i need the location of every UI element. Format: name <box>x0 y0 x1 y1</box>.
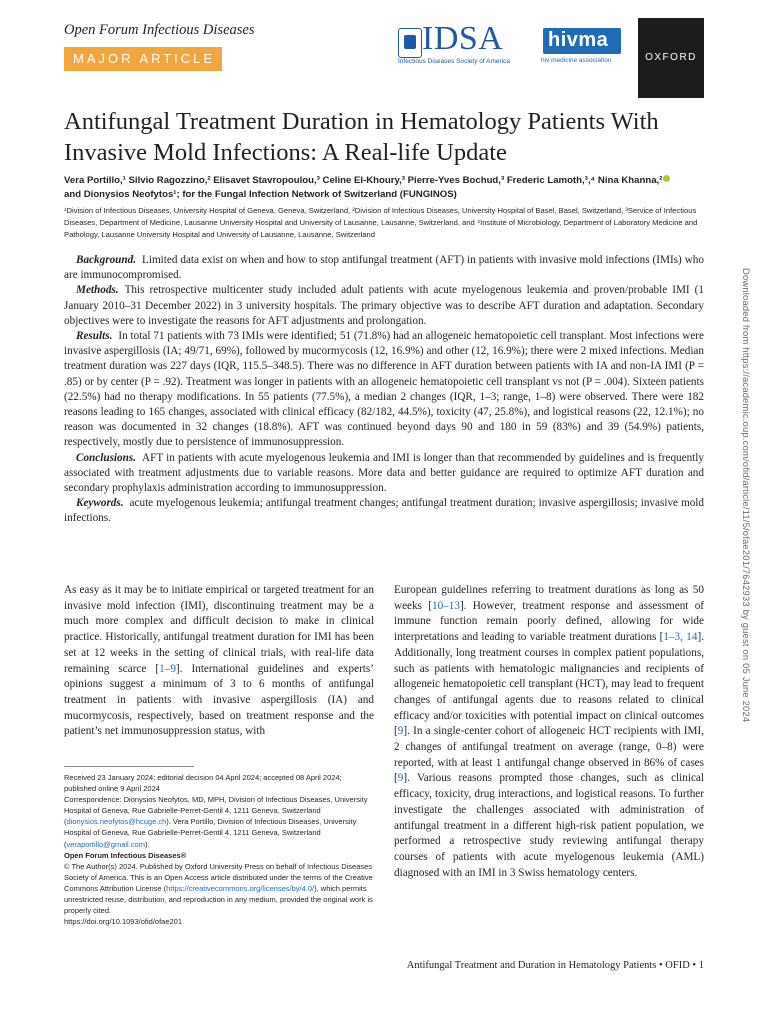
license-text: © The Author(s) 2024. Published by Oxford University Press on behalf of Infectious Diseases Society of America. This is an Open Access article distributed under the terms of the Creative Commons Attribution License (https://creativecommons.org/licenses/by/4.0/), which permits unrestricted reuse, distribution, and reproduction in any medium, provided the original work is properly cited. <box>64 861 373 916</box>
download-watermark-text: Downloaded from https://academic.oup.com/ofid/article/11/5/ofae201/7642933 by guest on 05 June 2024 <box>741 268 752 723</box>
author-line-2: and Dionysios Neofytos¹; for the Fungal Infection Network of Switzerland (FUNGINOS) <box>64 189 457 200</box>
idsa-logo-text: IDSA <box>422 20 504 57</box>
correspondence: Correspondence: Dionysios Neofytos, MD, MPH, Division of Infectious Diseases, University Hospital of Geneva, Rue Gabrielle-Perret-Gentil 4, 1211 Geneva, Switzerland (dionysios.neofytos@hcuge.ch). Vera Portillo, Division of Infectious Diseases, University Hospital of Geneva, Rue Gabrielle-Perret-Gentil 4, 1211 Geneva, Switzerland (veraportillo@gmail.com). <box>64 795 368 849</box>
running-footer: Antifungal Treatment and Duration in Hematology Patients • OFID • 1 <box>406 960 704 971</box>
email-link[interactable]: veraportillo@gmail.com <box>66 839 145 849</box>
body-column-right <box>394 583 704 881</box>
body-paragraph: European guidelines referring to treatment durations as long as 50 weeks [10–13]. However, treatment response and assessment of immune function remain poorly defined, allowing for wide interpretations and leading to variable treatment durations [1–3, 14]. Additionally, long treatment courses in complex patient populations, such as patients with hematologic malignancies and recipients of allogeneic hematopoietic cell transplant (HCT), may lead to frequent changes of antifungal agents due to reasons related to clinical efficacy and/or toxicities with potential impact on clinical outcomes [9]. In a single-center cohort of allogeneic HCT recipients with IMI, 2 changes of antifungal treatment on average (range, 0–8) were reported, with at least 1 antifungal change observed in 86% of cases [9]. Various reasons prompted those changes, such as clinical efficacy, toxicity, drug interactions, and logistical reasons. To further investigate the challenges associated with administration of antifungal treatment in a different high-risk patient population, we performed a retrospective study reviewing antifungal therapy courses of patients with acute myelogenous leukemia (AML) diagnosed with an IMI in 3 Swiss hematology centers. <box>394 584 705 879</box>
author-line-1: Vera Portillo,¹ Silvio Ragozzino,² Elisavet Stavropoulou,³ Celine El-Khoury,³ Pierre-Yves Bochud,³ Frederic Lamoth,³,⁴ Nina Khanna,² <box>64 174 704 188</box>
footnotes <box>64 772 374 927</box>
citation-link[interactable]: 1–9 <box>159 662 176 675</box>
citation-link[interactable]: 10–13 <box>431 599 460 612</box>
hivma-logo-text: hivma <box>548 29 609 51</box>
body-paragraph: As easy as it may be to initiate empirical or targeted treatment for an invasive mold infection (IMI), discontinuing treatment may be a much more complex and difficult decision to make in clinical practice. Historically, antifungal treatment duration for IMI has been set at 12 weeks in the setting of clinical trials, with real-life data remaining scarce [1–9]. International guidelines and experts’ opinions suggest a minimum of 3 to 6 months of antifungal treatment in patients with invasive aspergillosis (IA) and mucormycosis, respectively, based on treatment response and the patient’s net immunosuppression status, with <box>64 584 374 738</box>
abstract-results: Results. In total 71 patients with 73 IMIs were identified; 51 (71.8%) had an allogeneic hematopoietic cell transplant. Most infections were invasive aspergillosis (IA; 49/71, 69%), followed by mucormycosis (12, 16.9%) and other (12, 16.9%); there were 2 mixed infections. Median treatment duration was 227 days (IQR, 115.5–348.5). There was no difference in AFT duration between patients with IA and non-IA IMI (P = .85) or by center (P = .92). Treatment was longer in patients with an allogeneic hematopoietic cell transplant vs not (P = .004). Sixteen patients (22.5%) had no therapy modifications. In 55 patients (77.5%), a median 2 changes (IQR, 1–3; range, 1–8) were observed. There were 182 reasons leading to 165 changes, associated with clinical efficacy (82/182, 44.5%), toxicity (47, 25.8%), and logistical reasons (22, 12.1%); no reason was documented in 32 changes (18.8%). AFT was continued beyond days 90 and 180 in 59 (83%) and 39 (54.9%) patients, respectively, mostly due to persistence of immunosuppression. <box>64 330 704 449</box>
citation-link[interactable]: 1–3, 14 <box>663 631 698 644</box>
footnote-divider <box>64 766 194 767</box>
article-title: Antifungal Treatment Duration in Hematology Patients With Invasive Mold Infections: A Real-life Update <box>64 108 659 166</box>
journal-name: Open Forum Infectious Diseases <box>64 22 255 38</box>
abstract-methods: Methods. This retrospective multicenter study included adult patients with acute myelogenous leukemia and proven/probable IMI (1 January 2010–31 December 2022) in 3 university hospitals. The primary objective was to describe AFT duration and adaptation. Secondary objectives were to investigate the reasons for AFT adjustments and prolongation. <box>64 284 704 327</box>
citation-link[interactable]: 9 <box>397 772 404 785</box>
email-link[interactable]: dionysios.neofytos@hcuge.ch <box>66 817 167 827</box>
affiliations: ¹Division of Infectious Diseases, University Hospital of Geneva, Geneva, Switzerland, ²Division of Infectious Diseases, University Hospital of Basel, Basel, Switzerland, ³Service of Infectious Diseases, Department of Medicine, Lausanne University Hospital and University of Lausanne, Lausanne, Switzerland, and ⁴Institute of Microbiology, Department of Laboratory Medicine and Pathology, Lausanne University Hospital and University of Lausanne, Lausanne, Switzerland <box>64 206 698 239</box>
idsa-seal-icon <box>398 28 422 58</box>
orcid-icon[interactable] <box>663 175 670 182</box>
author-list <box>64 174 704 202</box>
hivma-logo-subtitle: hiv medicine association <box>541 57 612 64</box>
doi-link[interactable]: https://doi.org/10.1093/ofid/ofae201 <box>64 917 183 927</box>
citation-link[interactable]: 9 <box>397 725 404 738</box>
download-watermark <box>742 268 754 768</box>
body-column-left <box>64 583 374 740</box>
abstract-conclusions: Conclusions. AFT in patients with acute myelogenous leukemia and IMI is longer than that recommended by guidelines and is frequently associated with treatment adjustments due to variable reasons. More data and better guidance are required to optimize AFT duration and secondary prophylaxis administration according to immunosuppression. <box>64 451 704 495</box>
license-link[interactable]: https://creativecommons.org/licenses/by/4.0/ <box>166 883 315 893</box>
abstract <box>64 253 704 527</box>
abstract-background: Background. Limited data exist on when and how to stop antifungal treatment (AFT) in patients with invasive mold infections (IMIs) who are immunocompromised. <box>64 254 704 282</box>
journal-label: Open Forum Infectious Diseases® <box>64 850 187 860</box>
received-dates: Received 23 January 2024; editorial decision 04 April 2024; accepted 08 April 2024; published online 9 April 2024 <box>64 773 342 794</box>
oxford-logo-text: OXFORD <box>645 52 697 63</box>
abstract-keywords: Keywords. acute myelogenous leukemia; antifungal treatment changes; antifungal treatment duration; invasive aspergillosis; invasive mold infections. <box>64 497 704 525</box>
article-type-label: MAJOR ARTICLE <box>73 51 216 66</box>
idsa-logo-subtitle: Infectious Diseases Society of America <box>398 58 510 65</box>
idsa-logo <box>398 20 534 68</box>
